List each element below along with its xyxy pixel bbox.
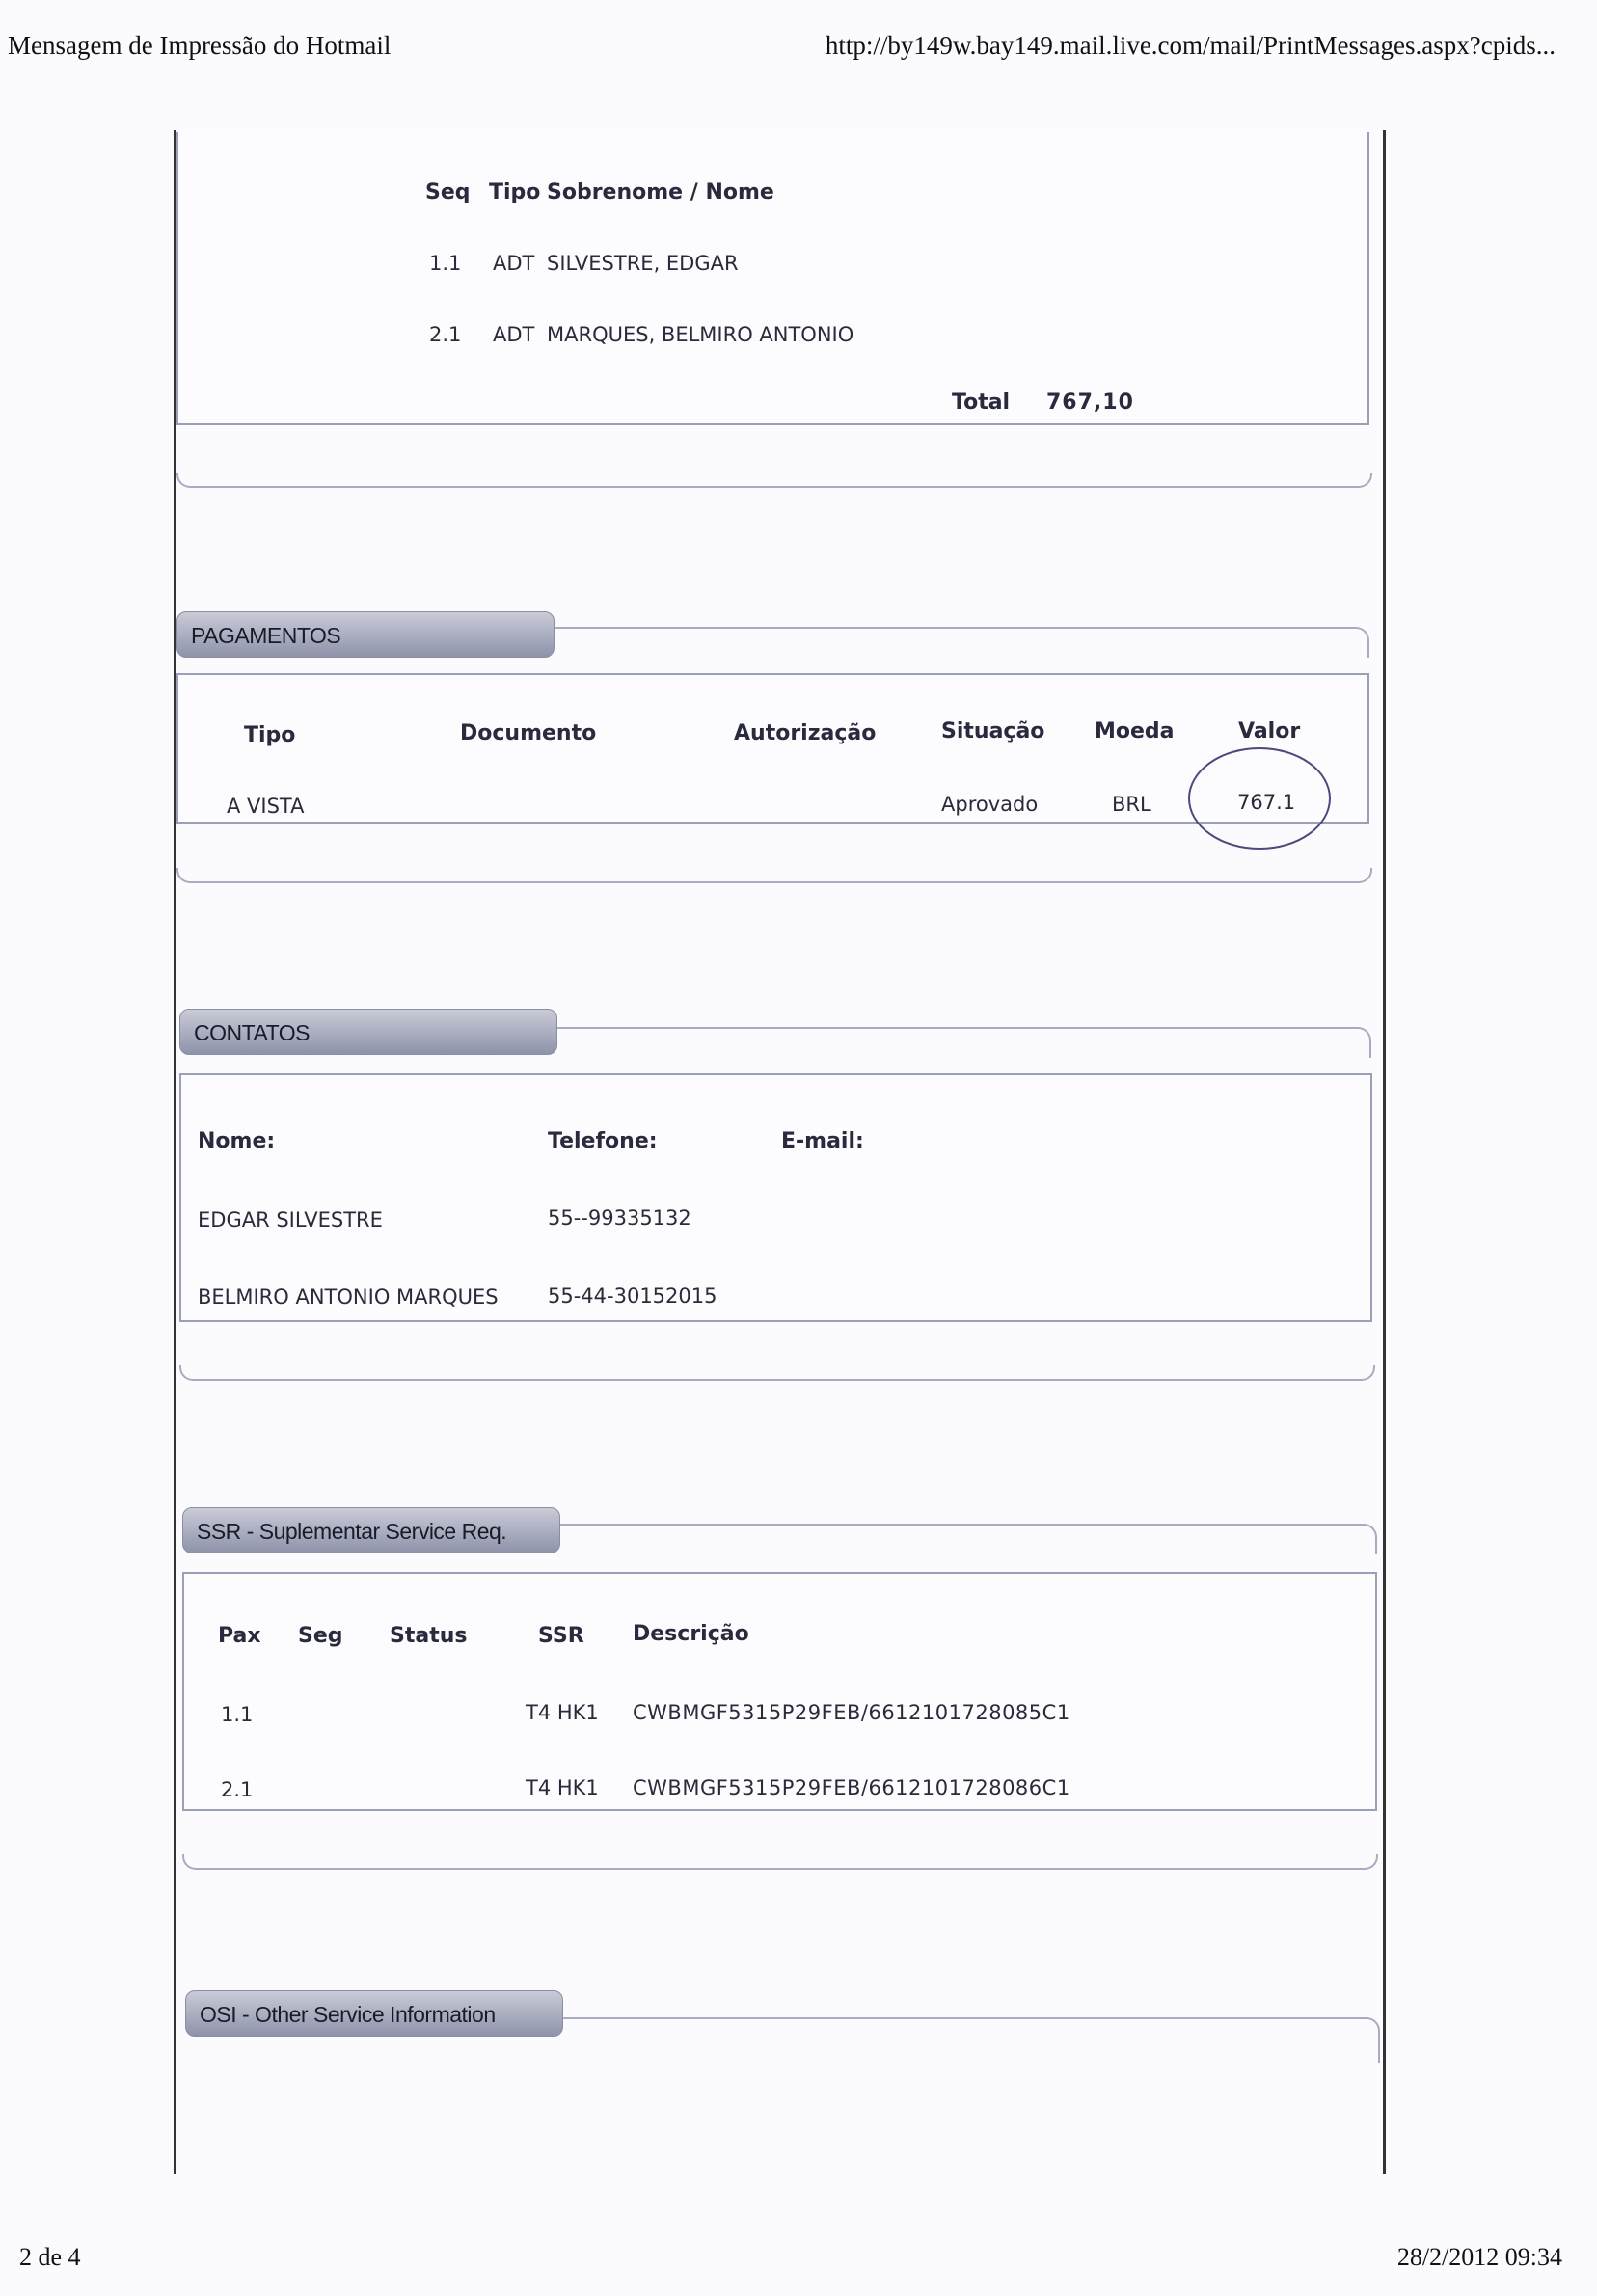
total-value: 767,10: [1046, 391, 1134, 415]
col-header-tipo: Tipo: [489, 180, 541, 204]
col-header-situacao: Situação: [941, 719, 1045, 743]
col-header-nome: Nome:: [198, 1129, 276, 1153]
section-divider: [176, 473, 1372, 488]
col-header-moeda: Moeda: [1095, 719, 1175, 743]
payment-tipo: A VISTA: [227, 795, 305, 818]
passenger-nome: MARQUES, BELMIRO ANTONIO: [547, 323, 854, 346]
contact-nome: EDGAR SILVESTRE: [198, 1208, 383, 1231]
col-header-status: Status: [390, 1624, 468, 1648]
ssr-pax: 2.1: [221, 1778, 254, 1801]
col-header-valor: Valor: [1238, 719, 1301, 743]
col-header-telefone: Telefone:: [548, 1129, 658, 1153]
handwritten-circle-mark: [1188, 747, 1331, 850]
col-header-pax: Pax: [218, 1624, 261, 1648]
payment-moeda: BRL: [1112, 793, 1151, 816]
section-tab-line: [560, 1524, 1377, 1554]
ssr-box: [182, 1572, 1377, 1811]
section-divider: [182, 1854, 1378, 1870]
contact-nome: BELMIRO ANTONIO MARQUES: [198, 1285, 499, 1309]
section-tab-line: [555, 627, 1369, 658]
print-header: [8, 27, 1556, 66]
col-header-ssr: SSR: [538, 1624, 584, 1648]
contatos-box: [179, 1073, 1372, 1322]
col-header-tipo: Tipo: [244, 723, 296, 747]
passenger-nome: SILVESTRE, EDGAR: [547, 252, 739, 275]
col-header-seq: Seq: [425, 180, 471, 204]
col-header-autorizacao: Autorização: [734, 721, 877, 745]
ssr-code: T4 HK1: [526, 1776, 599, 1799]
print-footer: [19, 2239, 1562, 2278]
col-header-email: E-mail:: [781, 1129, 864, 1153]
col-header-seg: Seg: [298, 1624, 343, 1648]
section-tab-line: [557, 1027, 1371, 1058]
print-title: Mensagem de Impressão do Hotmail: [8, 31, 392, 60]
passengers-box: [176, 132, 1369, 425]
section-divider: [179, 1365, 1375, 1381]
ssr-descricao: CWBMGF5315P29FEB/6612101728085C1: [633, 1701, 1070, 1724]
pagamentos-section-title: PAGAMENTOS: [176, 611, 555, 658]
page-frame-left: [174, 130, 176, 2174]
payment-situacao: Aprovado: [941, 793, 1039, 816]
passenger-tipo: ADT: [493, 323, 535, 346]
ssr-pax: 1.1: [221, 1703, 254, 1726]
payment-valor: 767.1: [1237, 791, 1296, 814]
osi-section-title: OSI - Other Service Information: [185, 1990, 563, 2037]
contatos-section-title: CONTATOS: [179, 1009, 557, 1055]
passenger-seq: 2.1: [429, 323, 462, 346]
page-frame-right: [1383, 130, 1386, 2174]
page-number: 2 de 4: [19, 2243, 81, 2271]
ssr-section-title: SSR - Suplementar Service Req.: [182, 1507, 560, 1553]
ssr-descricao: CWBMGF5315P29FEB/6612101728086C1: [633, 1776, 1070, 1799]
ssr-code: T4 HK1: [526, 1701, 599, 1724]
section-divider: [176, 868, 1372, 883]
col-header-nome: Sobrenome / Nome: [547, 180, 774, 204]
col-header-descricao: Descrição: [633, 1622, 749, 1646]
contact-telefone: 55-44-30152015: [548, 1284, 717, 1308]
print-url[interactable]: http://by149w.bay149.mail.live.com/mail/PrintMessages.aspx?cpids...: [825, 31, 1556, 60]
contact-telefone: 55--99335132: [548, 1206, 691, 1229]
print-datetime: 28/2/2012 09:34: [1396, 2243, 1562, 2271]
passenger-seq: 1.1: [429, 252, 462, 275]
passenger-tipo: ADT: [493, 252, 535, 275]
total-label: Total: [952, 391, 1011, 415]
col-header-documento: Documento: [460, 721, 597, 745]
section-tab-line: [563, 2017, 1380, 2063]
